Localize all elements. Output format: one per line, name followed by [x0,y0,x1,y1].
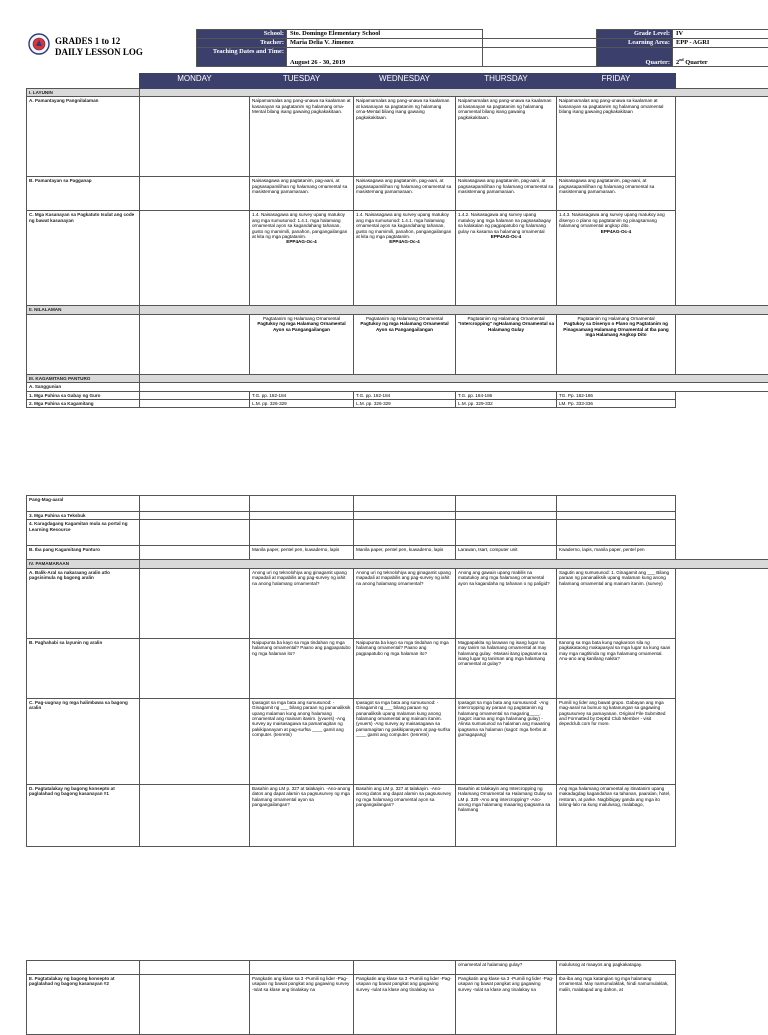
quarter-value: 2nd Quarter [673,48,768,67]
row-paghahabi: B. Paghahabi sa layunin ng aralin Naipupunta ba kayo sa mga tindahan ng mga halamang ornamental? Paano ang pagpapatubo ng mga halaman ito? Naipupunta ba kayo sa mga tindahan ng mga halamang ornamental? Paano ang pagpapatubo ng mga halaman ito? Magpapakita ng larawan ng isang lugar na may tanim na halamang ornamental at may halamang gulay. -Masasi itang ipagsama sa isang lugar ng taniman ang mga halamang ornamental at gulay? Itanong sa mga bata kung nagkaroon sila ng pagkakataong makapasyal sa mga lugar na kung saan may mga nagtitinda ng mga halamang ornamental. Anu-ano ang kanilang nakita? [27,638,768,698]
day-header-row [27,74,768,89]
teacher-value: Maria Delia V. Jimenez [287,39,483,48]
section-pamamaraan: IV. PAMAMARAAN [27,560,768,568]
row-pamantayang-pangnilalaman: A. Pamantayang Pangnilalaman Naipamamalas ang pang-unawa sa kaalaman at kasanayan sa pagtatanim ng halamang orna-Mental bilang isang gawaing pagkakakitaan. Naipamamalas ang pang-unawa sa kaalaman at kasanayan sa pagtatanim ng halamang orna-Mental bilang isang gawaing pagkakakitaan. Naipamamalas ang pang-unawa sa kaalaman at kasanayan sa pagtatanim ng halamang ornamental bilang isang gawaing pagkakakitaan. Naipamamalas ang pang-unawa sa kaalaman at kasanayan sa pagtatanim ng halamang ornamental bilang isang gawaing pagkakakitaan [27,97,768,177]
row-pag-uugnay: C. Pag-uugnay ng mga halimbawa sa bagong aralin Ipasagot sa mga bata ang sumusunod: -Ginagamit ng ___ bilang paraan ng pananaliksik upang malaman kung anong halamang ornamental ang mainam itanim. (yvuers) -Ang survey ay maisasagawa sa pamamagitan ng pakikipanayam at pag-surfsa ____ gamit ang computer. (tenretni) Ipasagot sa mga bata ang sumusunod: -Ginagamit ng ___ bilang paraan ng pananaliksik upang malaman kung anong halamang ornamental ang mainam itanim. (yvuers) -Ang survey ay maisasagawa sa pamamagitan ng pakikipanayam at pag-surfsa ____ gamit ang computer. (tenretni) Ipasagot sa mga bata ang sumusunod: -Ang intercropping ay paraan ng pagtatanim ng halamang ornamental na magaring____. (sagot: isama ang mga halamang gulay) -Alinsa sumusunod na halaman ang maaaring ipagsama sa halaman (sagot: mga herbs at gumagapang) Pumili ng lider ang bawat grupo. Gabayan ang mga mag-aaral na bumuo ng katanungan sa gagawing pagsusurvey sa pamayanan. Original File Submitted and Formatted by DepEd Club Member - visit depedclub.com for more. [27,698,768,784]
row-balik-aral: A. Balik-Aral sa nakaraang aralin at/o pagsisimula ng bagong aralin Anong uri ng teknolohiya ang ginagamit upang mapadali at mapabilis ang pag-survey ng iahit na anong halamang ornamental? Anong uri ng teknolohiya ang ginagamit upang mapadali at mapabilis ang pag-survey ng iahit na anong halamang ornamental? Anong ang gawain upang mabilis na matutukoy ang mga halamang ornamental ayon sa kagandaha ng tahanan o ng paligid? Sagutin ang sumusunod: 1. Ginagamit ang ___ Bilang paraan ng pananaliksik upang malaman kung anong halamang ornamental ang mainam itanim. (survey) [27,568,768,638]
lesson-log-table-page-1 [26,73,768,408]
school-label: School: [197,30,287,39]
row-iba-pang-kagamitan: B. Iba pang Kagamitang Panturo Manila paper, pentel pen, kuwaderno, lapis Manila paper, pentel pen, kuwaderno, lapis Larawan, tsart, computer unit Kwaderno, lapis, manila paper, pentel pen [27,546,768,560]
row-pagtatalakay-1: D. Pagtatalakay ng bagong konsepto at paglalahad ng bagong kasanayan #1 Basahin ang LM p. 327 at talakayin. -Ano-anong datos ang dapat alamin sa pagsusurvey ng mga halamang ornamental ayon sa pangangailangan? Basahin ang LM p. 327 at talakayin. -Ano-anong datos ang dapat alamin sa pagsusurvey ng mga halamang ornamental ayon sa pangangailangan? Basahin at talakayin ang Intercropping ng Halamang Ornamental sa Halamang Gulay sa LM p. 329 -Ano ang intercropping? -Ano-anong mga halamang maaaring ipagsama sa halamang Ang mga halamang ornamental ay itinatanim upang makadagdag kagandahan sa tahanan, paaralan, hotel, restoran, at parke. Nagbibigay ganda ang mga ito lalong-lalo na kung malulusog, malabago, [27,784,768,846]
row-pamantayan-sa-pagganap: B. Pamantayan sa Pagganap Naisasagawa ang pagtatanim, pag-aani, at pagsasapamilihan ng halamang ornamental sa masistemang pamamaraan. Naisasagawa ang pagtatanim, pag-aani, at pagsasapamilihan ng halamang ornamental sa masistemang pamamaraan. Naisasagawa ang pagtatanim, pag-aani, at pagsasapamilihan ng halamang ornamental sa masistemang pamamaraan. Naisasagawa ang pagtatanim, pag-aani, at pagsasapamilihan ng halamang ornamental sa masistemang pamamaraan. [27,177,768,211]
lesson-log-table-page-2 [26,495,768,847]
grade-value: IV [673,30,768,39]
title-line-2: DAILY LESSON LOG [55,47,143,58]
row-kagamitang: 2. Mga Pahina sa Kagamitang L.M. pp. 326-329 L.M. pp. 326-329 L.M. pp. 329-332 LM. Pp. 333-336 [27,400,768,408]
row-sanggunian: A. Sanggunian [27,383,768,391]
row-pagtatalakay-2: E. Pagtatalakay ng bagong konsepto at paglalahad ng bagong kasanayan #2 Pangkatin ang klase sa 3 -Pumili ng lider -Pag-usapan ng bawat pangkat ang gagawing survey -Iulat sa klase ang tinalakay na Pangkatin ang klase sa 3 -Pumili ng lider -Pag-usapan ng bawat pangkat ang gagawing survey -Iulat sa klase ang tinalakay na Pangkatin ang klase sa 3 -Pumili ng lider -Pag-usapan ng bawat pangkat ang gagawing survey -Iulat sa klase ang tinalakay na Iba-iba ang mga katangian ng mga halamang ornamental. May namumulaklak, hindi namumulaklak, maliit, malalapad ang dahon, at [27,975,768,1035]
day-tuesday: TUESDAY [250,74,354,89]
row-gabay-ng-guro: 1. Mga Pahina sa Gabay ng Guro T.G. pp. 182-184 T.G. pp. 182-184 T.G. pp. 184-186 TG. Pp. 182-186 [27,391,768,399]
section-layunin: I. LAYUNIN [27,89,768,97]
section-nilalaman: II. NILALAMAN [27,306,768,314]
grade-label: Grade Level: [597,30,673,39]
teacher-label: Teacher: [197,39,287,48]
row-continuation: ornamental at halamang gulay? malulusog at maayos ang pagkakatagay. [27,961,768,975]
day-monday: MONDAY [140,74,250,89]
section-kagamitang-panturo: III. KAGAMITANG PANTURO [27,374,768,382]
header-info-table [196,29,768,67]
day-wednesday: WEDNESDAY [354,74,456,89]
dates-value: August 26 - 30, 2019 [287,48,483,67]
school-value: Sto. Domingo Elementary School [287,30,483,39]
row-mga-kasanayan: C. Mga Kasanayan sa Pagkatuto Isulat ang code ng bawat kasanayan 1.4. Naisasagawa ang survey upang matukoy ang mga sumusunod: 1.4.1. mga halamang ornamental ayon sa kagandahang tahanan, gusto ng mamimili, panahon, pangangailangan at kita ng mga pagtatanim. EPP4AG-Oc-4 1.4. Naisasagawa ang survey upang matukoy ang mga sumusunod: 1.4.1. mga halamang ornamental ayon sa kagandahang tahanan, gusto ng mamimili, panahon, pangangailangan at kita ng mga pagtatanim. EPP4AG-Oc-4 1.4.2. Naisasagawa ang survey upang matukoy ang mga halaman na pagsasabagay sa kalakalan ng pagpapatubo ng halamang gulay na kasama sa halamang ornamental EPP4AG-Oc-4 1.4.3. Naisasagawa ang survey upang matukoy ang disenyo o plano ng pagtatanim ng pinagsamang halamang ornamental angkop dito. EPP4AG-Oc-4 [27,211,768,306]
title-line-1: GRADES 1 to 12 [55,36,143,47]
deped-seal-icon [28,33,50,55]
area-value: EPP - AGRI [673,39,768,48]
row-nilalaman: Pagtatanim ng Halamang Ornamental Pagtukoy ng mga Halamang Ornamental Ayon sa Pangangailangan Pagtatanim ng Halamang Ornamental Pagtukoy ng mga Halamang Ornamental Ayon sa Pangangailangan Pagtatanim ng Halamang Ornamental "Intercropping" ngHalamang Ornamental sa Halamang Gulay Pagtatanim ng Halamang Ornamental Pagtukoy sa Disenyo o Plano ng Pagtatanim ng Pinagsamang Halamang Ornamental at Iba pang mga Halamang Angkop Dito [27,314,768,374]
day-thursday: THURSDAY [456,74,557,89]
quarter-label: Quarter: [597,48,673,67]
row-teksbuk: 3. Mga Pahina sa Teksbuk [27,512,768,520]
dates-label: Teaching Dates and Time: [197,48,287,67]
row-learning-resource: 4. Karagdagang Kagamitan mula sa portal ng Learning Resource [27,520,768,546]
row-pang-mag-aaral: Pang-Mag-aaral [27,496,768,512]
document-title [55,36,143,58]
day-friday: FRIDAY [557,74,676,89]
area-label: Learning Area: [597,39,673,48]
